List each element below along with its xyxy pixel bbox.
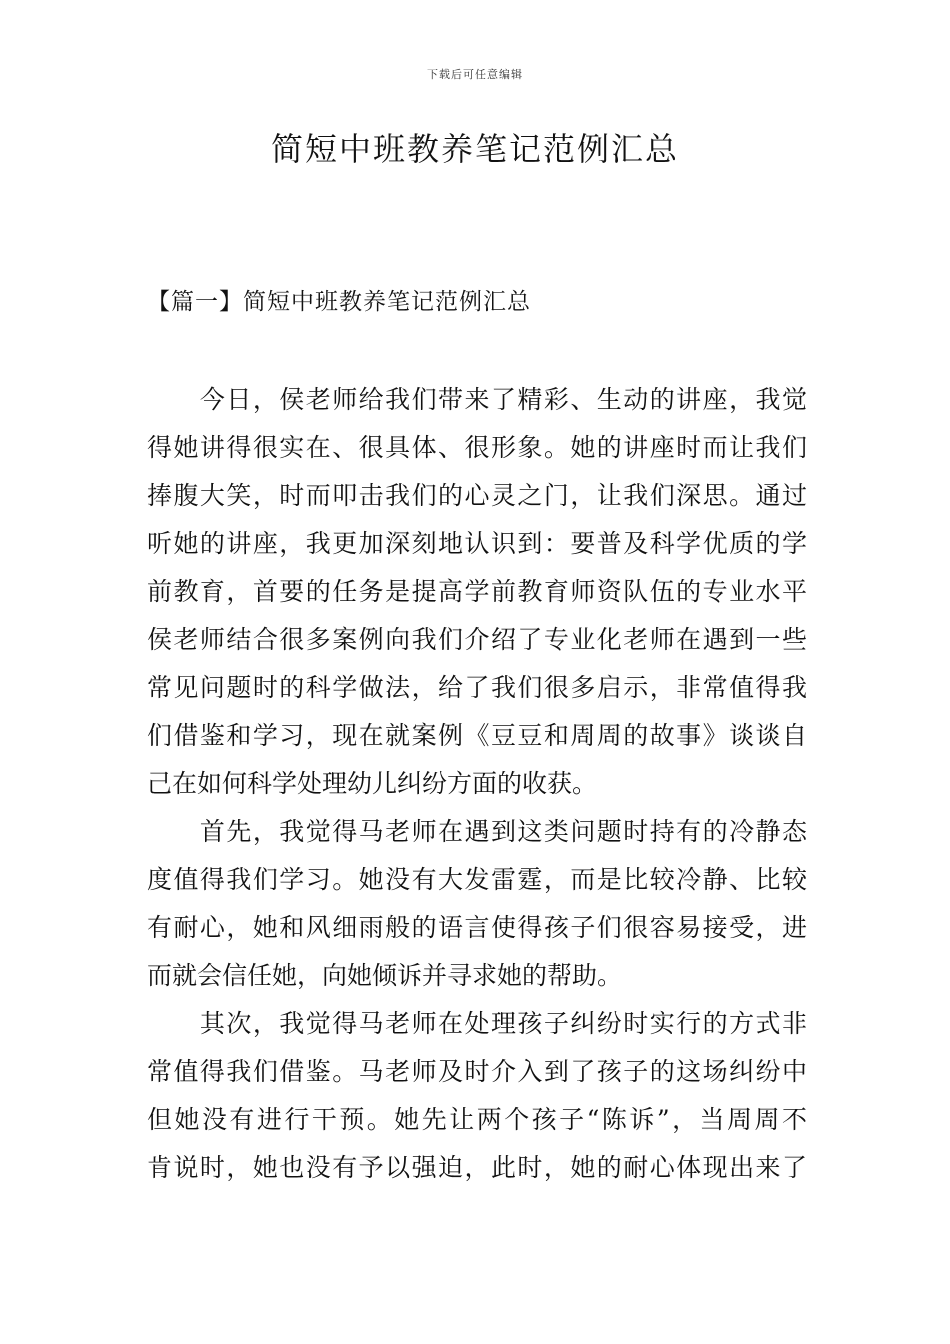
paragraph-line: 们借鉴和学习，现在就案例《豆豆和周周的故事》谈谈自 (147, 721, 807, 750)
paragraph-line: 但她没有进行干预。她先让两个孩子“陈诉”，当周周不 (147, 1105, 807, 1134)
paragraph-line: 常值得我们借鉴。马老师及时介入到了孩子的这场纠纷中 (147, 1057, 807, 1086)
paragraph-line: 首先，我觉得马老师在遇到这类问题时持有的冷静态 (147, 817, 807, 846)
document-body (147, 376, 807, 1192)
paragraph-line: 己在如何科学处理幼儿纠纷方面的收获。 (147, 769, 598, 798)
paragraph-line: 侯老师结合很多案例向我们介绍了专业化老师在遇到一些 (147, 625, 807, 654)
paragraph-2 (147, 808, 807, 1000)
paragraph-line: 其次，我觉得马老师在处理孩子纠纷时实行的方式非 (147, 1009, 807, 1038)
paragraph-line: 前教育，首要的任务是提高学前教育师资队伍的专业水平 (147, 577, 807, 606)
document-title: 简短中班教养笔记范例汇总 (270, 130, 679, 168)
paragraph-line: 有耐心，她和风细雨般的语言使得孩子们很容易接受，进 (147, 913, 807, 942)
paragraph-line: 得她讲得很实在、很具体、很形象。她的讲座时而让我们 (147, 433, 807, 462)
paragraph-line: 度值得我们学习。她没有大发雷霆，而是比较冷静、比较 (147, 865, 807, 894)
section-heading: 【篇一】简短中班教养笔记范例汇总 (147, 289, 531, 315)
paragraph-line: 今日，侯老师给我们带来了精彩、生动的讲座，我觉 (147, 385, 807, 414)
paragraph-line: 捧腹大笑，时而叩击我们的心灵之门，让我们深思。通过 (147, 481, 807, 510)
paragraph-line: 肯说时，她也没有予以强迫，此时，她的耐心体现出来了 (147, 1153, 807, 1182)
paragraph-line: 听她的讲座，我更加深刻地认识到：要普及科学优质的学 (147, 529, 807, 558)
paragraph-1 (147, 376, 807, 808)
paragraph-3 (147, 1000, 807, 1192)
paragraph-line: 而就会信任她，向她倾诉并寻求她的帮助。 (147, 961, 623, 990)
page-header-note: 下载后可任意编辑 (427, 68, 523, 81)
paragraph-line: 常见问题时的科学做法，给了我们很多启示，非常值得我 (147, 673, 807, 702)
